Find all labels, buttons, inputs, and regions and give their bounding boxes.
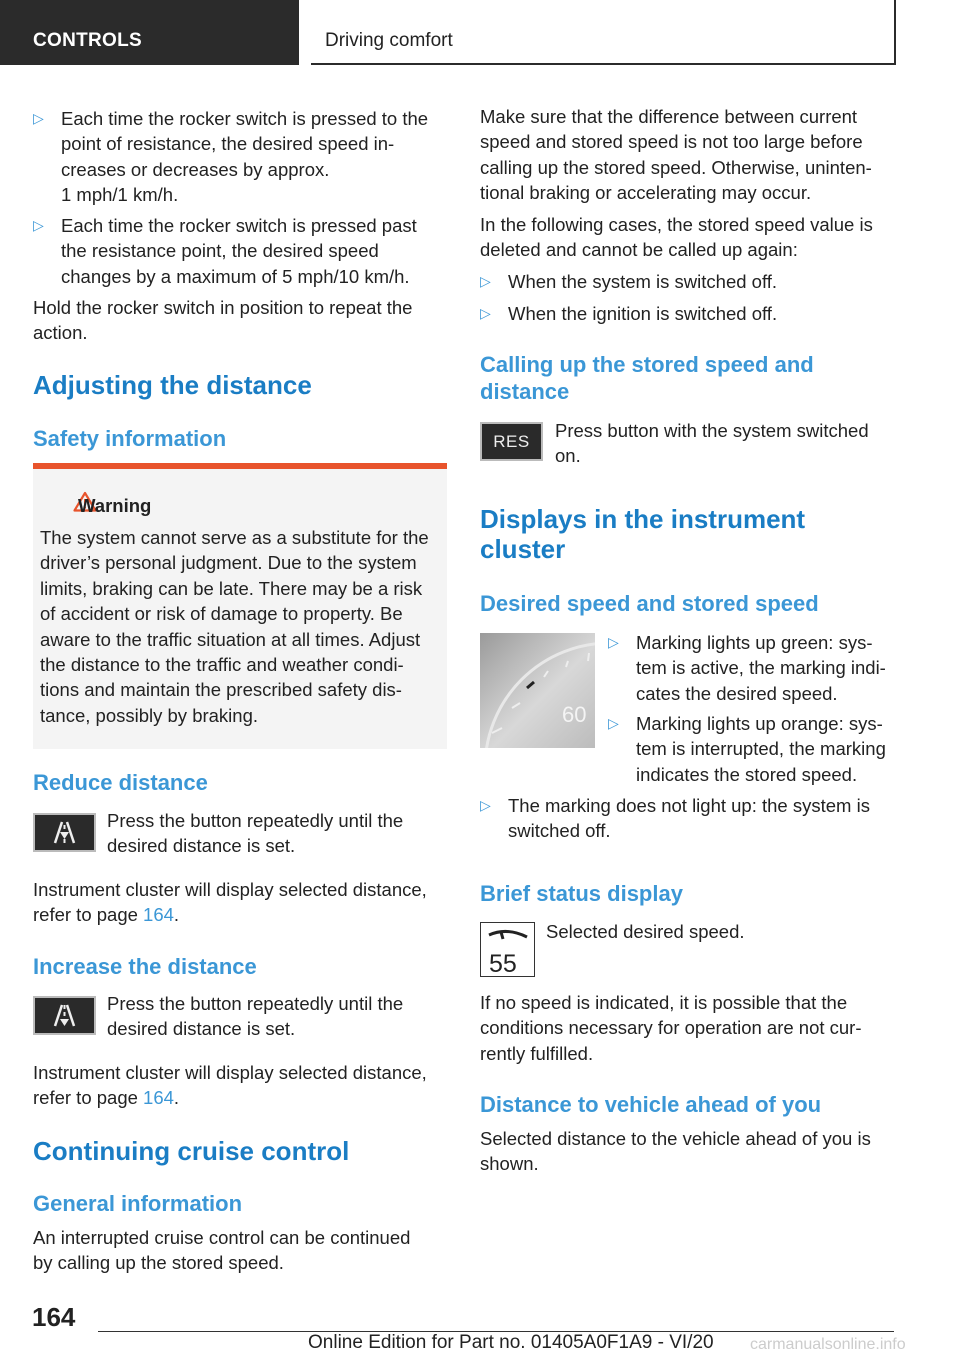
bullet-line: point of resistance, the desired speed in- [61, 133, 395, 155]
vehicle-text: Selected distance to the vehicle ahead of you is shown. [480, 1128, 871, 1175]
footer-edition: Online Edition for Part no. 01405A0F1A9 - VI/20 [308, 1332, 714, 1353]
brief-status-image [480, 922, 535, 977]
speed-limit-marker-icon [481, 923, 534, 976]
watermark: carmanualsonline.info [750, 1336, 906, 1353]
brief-text: Selected desired speed. [546, 921, 745, 942]
heading-desired-speed: Desired speed and stored speed [480, 591, 819, 616]
bullet-triangle-icon: ▷ [608, 715, 619, 731]
nospeed-text: If no speed is indicated, it is possible that the conditions necessary for operation are not cur- rently fulfilled. [480, 992, 862, 1064]
bullet-triangle-icon: ▷ [480, 305, 491, 321]
distance-increase-icon [35, 998, 94, 1033]
brief-number: 55 [489, 950, 517, 976]
heading-displays: Displays in the instrument cluster [480, 504, 806, 564]
bullet-line: changes by a maximum of 5 mph/10 km/h. [61, 265, 410, 287]
bullet-triangle-icon: ▷ [608, 634, 619, 650]
distance-button-image [33, 996, 96, 1035]
bullet-triangle-icon: ▷ [33, 217, 44, 233]
heading-vehicle-ahead: Distance to vehicle ahead of you [480, 1092, 822, 1117]
warning-title-text: Warning [78, 495, 152, 516]
page-link[interactable]: 164 [143, 1087, 174, 1109]
bullet-triangle-icon: ▷ [33, 110, 44, 126]
page-number: 164 [32, 1302, 76, 1332]
increase-reference: Instrument cluster will display selected distance, refer to page 164. [33, 1062, 427, 1109]
bullet-line: creases or decreases by approx. [61, 158, 330, 180]
warning-box [33, 463, 447, 749]
res-button-image [480, 422, 543, 461]
increase-text: Press the button repeatedly until the desired distance is set. [107, 993, 404, 1040]
heading-reduce-distance: Reduce distance [33, 770, 208, 795]
bullet-line: Each time the rocker switch is pressed past [61, 215, 417, 236]
bullet-line: the resistance point, the desired speed [61, 240, 379, 262]
general-text: An interrupted cruise control can be continued by calling up the stored speed. [33, 1227, 411, 1274]
heading-increase-distance: Increase the distance [33, 954, 257, 979]
heading-continuing-cruise-control: Continuing cruise control [33, 1136, 350, 1166]
heading-brief-status: Brief status display [480, 881, 683, 906]
distance-button-image [33, 813, 96, 852]
paragraph-hold: Hold the rocker switch in position to repeat the action. [33, 297, 413, 344]
intro-text: Make sure that the difference between current speed and stored speed is not too large before calling up the stored speed. Otherwise, uninten- tional braking or accelerating may occur. [480, 106, 872, 204]
warning-text: The system cannot serve as a substitute for the driver’s personal judgment. Due to the system limits, braking can be late. There may be a risk of accident or risk of damage to property. Be aware to the traffic situation at all times. Adjust the distance to the traffic and weather condi- tions and maintain the prescribed safety dis- tance, possibly by braking. [40, 527, 429, 726]
bullet-triangle-icon: ▷ [480, 797, 491, 813]
gauge-number: 60 [562, 702, 587, 727]
heading-adjusting-distance: Adjusting the distance [33, 370, 312, 400]
heading-calling-up: Calling up the stored speed and distance [480, 352, 814, 404]
gauge-image [480, 633, 595, 748]
res-text: Press button with the system switched on. [555, 420, 869, 467]
distance-reduce-icon [35, 815, 94, 850]
bullet-line: Each time the rocker switch is pressed to the [61, 108, 429, 129]
heading-general-information: General information [33, 1191, 243, 1216]
page-link[interactable]: 164 [143, 904, 174, 926]
header-section: CONTROLS [33, 30, 143, 51]
speedometer-icon [480, 633, 595, 748]
bullet-triangle-icon: ▷ [480, 273, 491, 289]
reduce-reference: Instrument cluster will display selected distance, refer to page 164. [33, 879, 427, 926]
res-label: RES [493, 431, 530, 451]
reduce-text: Press the button repeatedly until the desired distance is set. [107, 810, 404, 857]
header-chapter: Driving comfort [325, 30, 453, 51]
header-section-tab [0, 0, 299, 65]
cases-text: In the following cases, the stored speed value is deleted and cannot be called up again: [480, 214, 873, 261]
bullet-line: 1 mph/1 km/h. [61, 184, 179, 206]
header-chapter-box [311, 0, 896, 65]
heading-safety-information: Safety information [33, 426, 227, 451]
